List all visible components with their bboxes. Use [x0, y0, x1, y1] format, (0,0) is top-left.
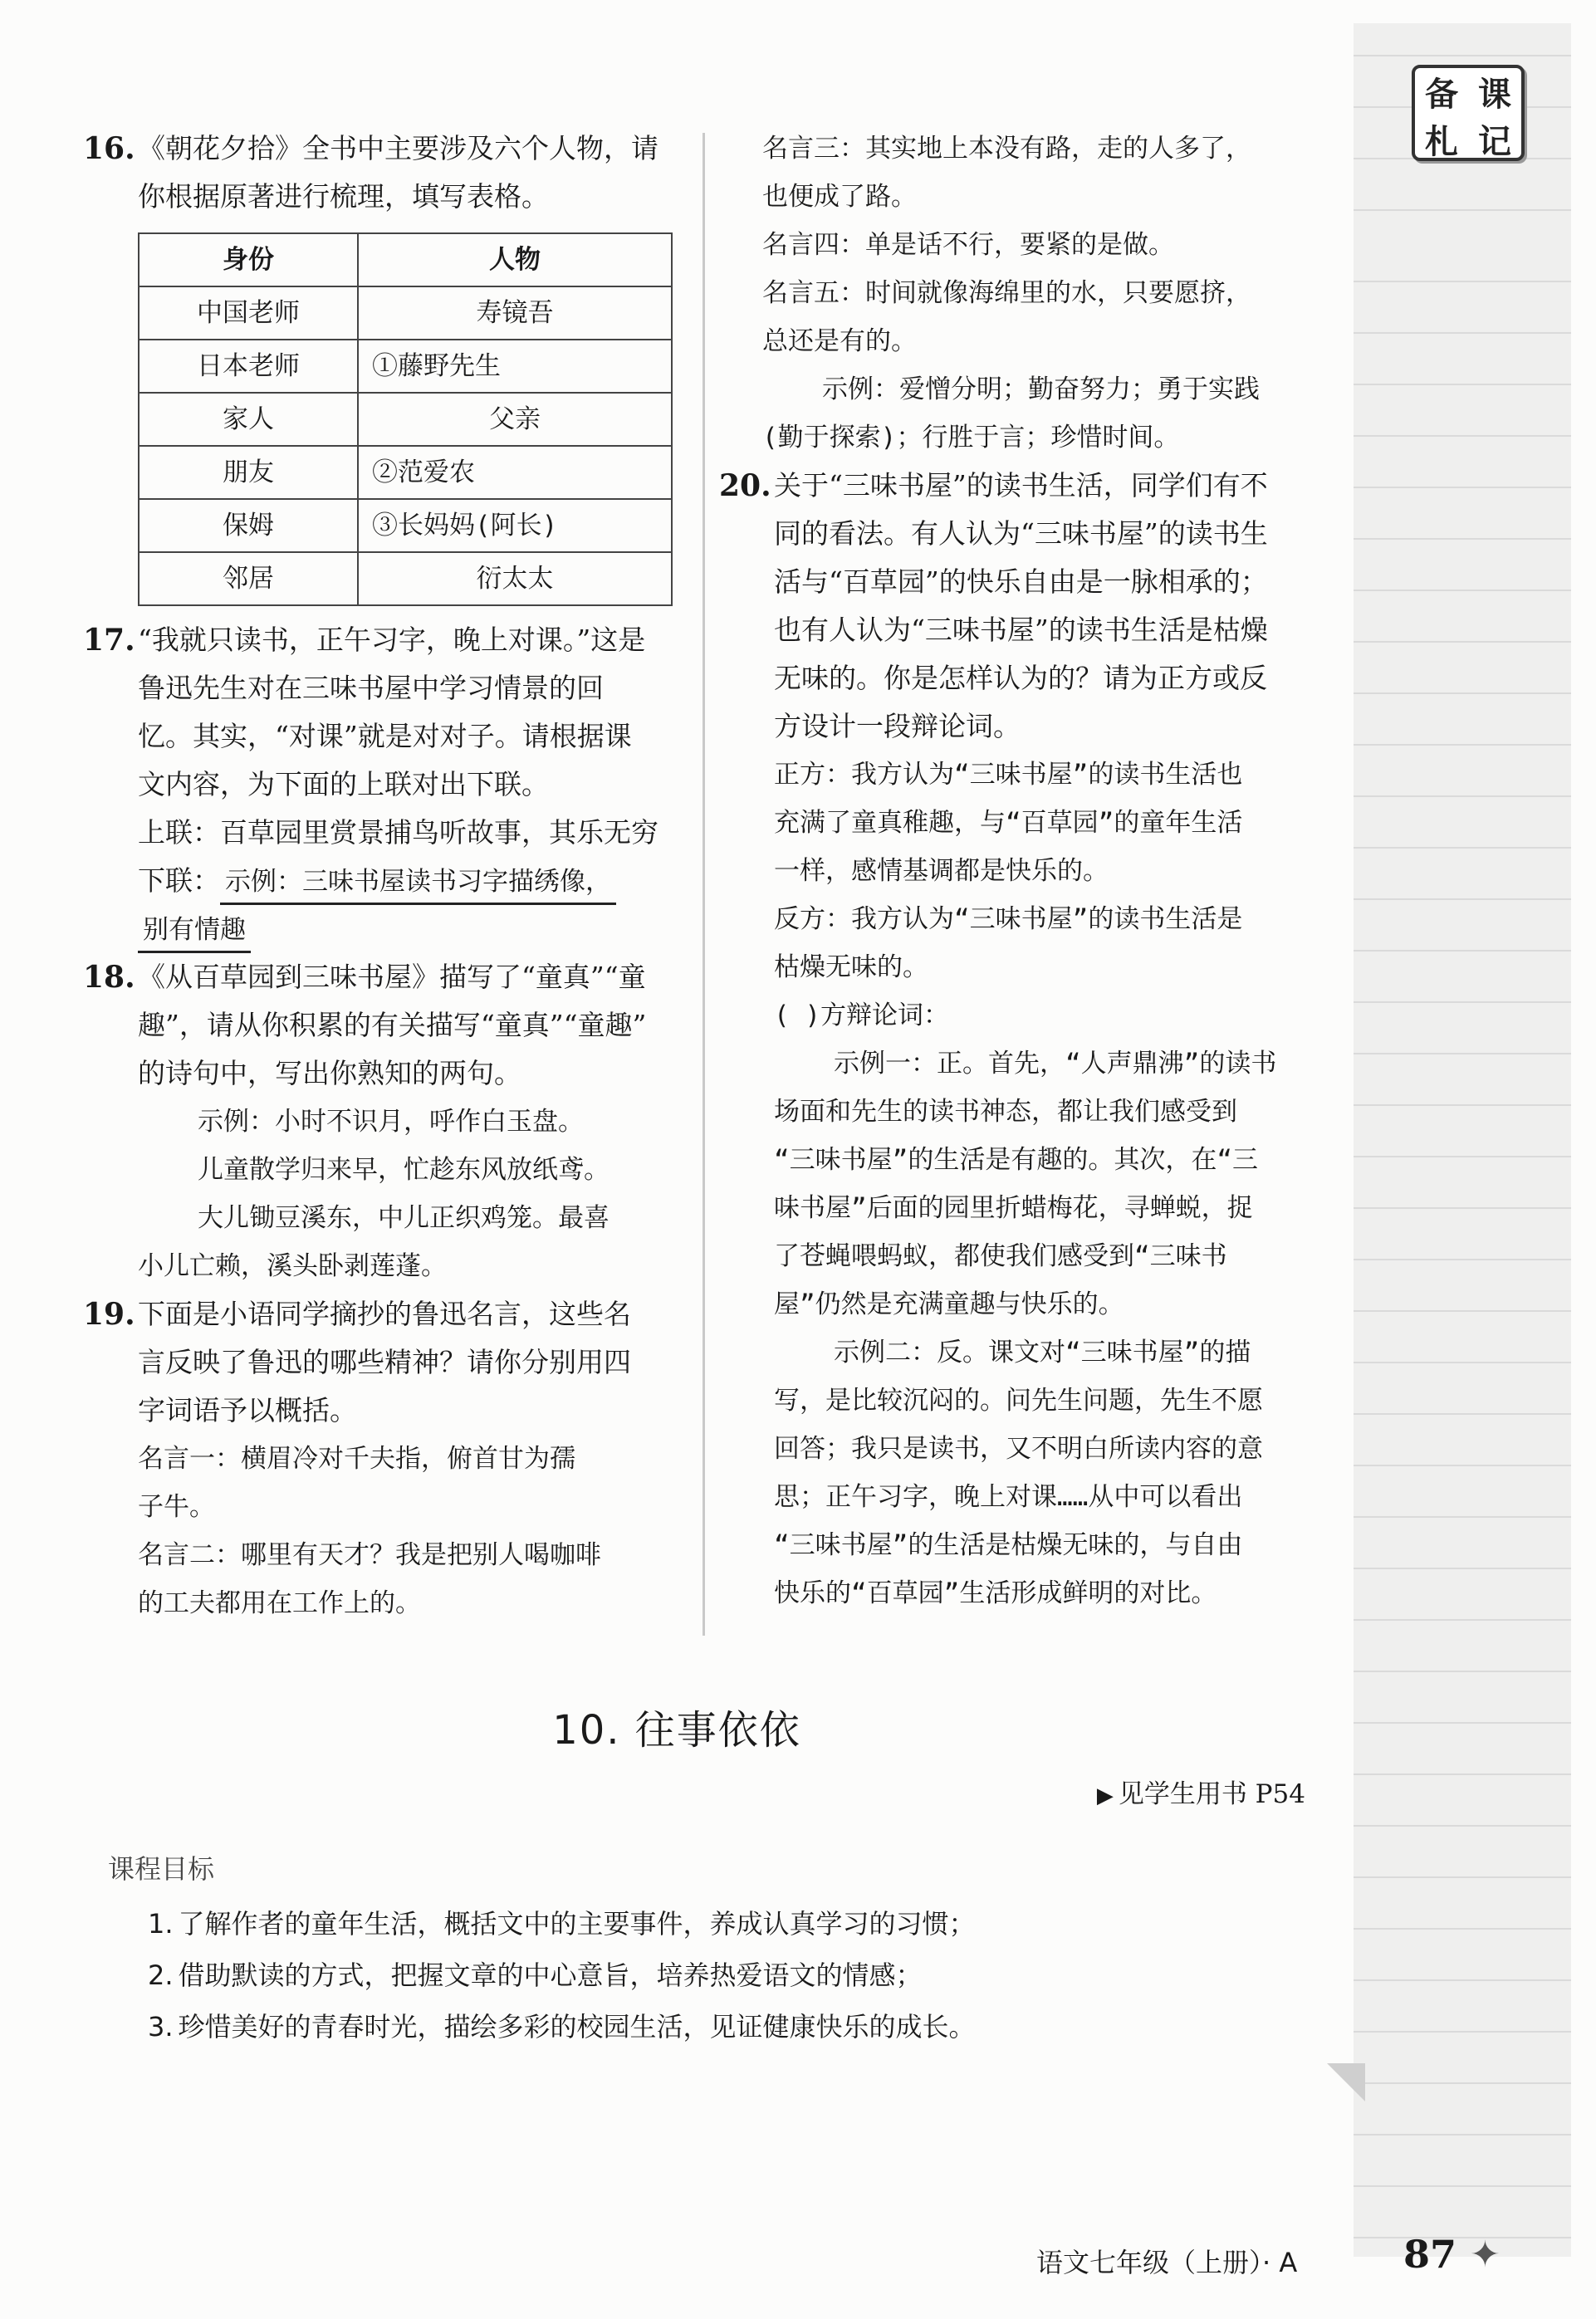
table-cell-answer: ①藤野先生	[358, 340, 672, 393]
question-text: 趣”，请从你积累的有关描写“童真”“童趣”	[138, 1009, 647, 1041]
notes-sidebar	[1354, 23, 1571, 2257]
example-text: 味书屋”后面的园里折蜡梅花，寻蝉蜕，捉	[774, 1193, 1253, 1223]
question-text: “我就只读书，正午习字，晚上对课。”这是	[138, 624, 646, 656]
question-text: 无味的。你是怎样认为的？请为正方或反	[774, 662, 1267, 694]
question-text: 活与“百草园”的快乐自由是一脉相承的；	[774, 565, 1268, 598]
left-column	[83, 125, 681, 1627]
question-text: 你根据原著进行梳理，填写表格。	[138, 180, 549, 213]
table-row	[139, 446, 672, 499]
table-header: 身份	[139, 233, 358, 286]
goal-text: 了解作者的童年生活，概括文中的主要事件，养成认真学习的习惯；	[178, 1908, 976, 1940]
quote-text: 总还是有的。	[762, 326, 917, 356]
course-goals-label: 课程目标	[108, 1853, 215, 1885]
table-cell: 中国老师	[139, 286, 358, 340]
quote-text: 的工夫都用在工作上的。	[138, 1588, 421, 1618]
table-cell: 日本老师	[139, 340, 358, 393]
couplet-lower-label: 下联：	[138, 864, 220, 897]
see-reference-text: 见学生用书 P54	[1118, 1779, 1305, 1809]
question-text: 鲁迅先生对在三味书屋中学习情景的回	[138, 672, 604, 704]
badge-char: 札	[1425, 123, 1458, 161]
answer-text: (勤于探索)；行胜于言；珍惜时间。	[762, 423, 1180, 453]
question-text: 的诗句中，写出你熟知的两句。	[138, 1057, 521, 1089]
question-text: 同的看法。有人认为“三味书屋”的读书生	[774, 517, 1268, 550]
question-text: 关于“三味书屋”的读书生活，同学们有不	[774, 469, 1268, 501]
table-cell: 朋友	[139, 446, 358, 499]
table-cell-answer: ③长妈妈(阿长)	[358, 499, 672, 552]
question-text: 忆。其实，“对课”就是对对子。请根据课	[138, 720, 632, 752]
example-text: 示例一：正。首先，“人声鼎沸”的读书	[834, 1049, 1277, 1079]
pro-text: 正方：我方认为“三味书屋”的读书生活也	[774, 760, 1243, 790]
page-fold-decoration	[1327, 2063, 1365, 2101]
example-text: 场面和先生的读书神态，都让我们感受到	[774, 1097, 1237, 1127]
question-20	[719, 462, 1310, 1617]
footer-book-title: 语文七年级（上册）· A	[1036, 2247, 1298, 2278]
ornament-icon: ✦	[1470, 2233, 1501, 2276]
answer-text: 示例：爱憎分明；勤奋努力；勇于实践	[822, 374, 1260, 404]
question-18	[83, 953, 681, 1290]
quote-text: 名言三：其实地上本没有路，走的人多了，	[762, 134, 1251, 164]
table-row	[139, 552, 672, 605]
couplet-upper: 上联：百草园里赏景捕鸟听故事，其乐无穷	[138, 816, 658, 849]
goal-text: 珍惜美好的青春时光，描绘多彩的校园生活，见证健康快乐的成长。	[178, 2011, 976, 2043]
question-17	[83, 616, 681, 953]
table-header: 人物	[358, 233, 672, 286]
example-text: “三味书屋”的生活是枯燥无味的，与自由	[774, 1530, 1243, 1560]
question-text: 也有人认为“三味书屋”的读书生活是枯燥	[774, 614, 1268, 646]
table-cell: 邻居	[139, 552, 358, 605]
question-16	[83, 125, 681, 221]
quote-text: 名言一：横眉冷对千夫指，俯首甘为孺	[138, 1444, 575, 1474]
goal-number: 1.	[148, 1908, 174, 1940]
table-row	[139, 340, 672, 393]
question-number: 18.	[83, 960, 135, 995]
question-number: 16.	[83, 131, 135, 166]
pro-text: 充满了童真稚趣，与“百草园”的童年生活	[774, 808, 1243, 838]
example-text: 了苍蝇喂蚂蚁，都使我们感受到“三味书	[774, 1241, 1227, 1271]
question-19	[83, 1290, 681, 1627]
quote-text: 子牛。	[138, 1492, 215, 1522]
lesson-notes-badge	[1412, 65, 1525, 161]
table-row	[139, 393, 672, 446]
table-cell: 保姆	[139, 499, 358, 552]
question-text: 文内容，为下面的上联对出下联。	[138, 768, 549, 800]
quote-text: 名言五：时间就像海绵里的水，只要愿挤，	[762, 278, 1251, 308]
couplet-lower-answer: 示例：三味书屋读书习字描绣像，	[220, 861, 616, 905]
course-goals-list	[148, 1898, 976, 2052]
column-divider	[703, 133, 705, 1636]
table-cell-answer: ②范爱农	[358, 446, 672, 499]
question-text: 《朝花夕拾》全书中主要涉及六个人物，请	[138, 132, 658, 164]
table-cell: 衍太太	[358, 552, 672, 605]
table-cell: 家人	[139, 393, 358, 446]
list-item	[148, 1950, 976, 2001]
list-item	[148, 1898, 976, 1950]
question-text: 下面是小语同学摘抄的鲁迅名言，这些名	[138, 1298, 631, 1330]
goal-number: 3.	[148, 2011, 174, 2043]
question-text: 言反映了鲁迅的哪些精神？请你分别用四	[138, 1346, 631, 1378]
question-number: 17.	[83, 623, 135, 658]
couplet-lower-cont	[138, 905, 681, 953]
badge-char: 记	[1478, 123, 1511, 161]
answer-text: 示例：小时不识月，呼作白玉盘。	[198, 1107, 584, 1137]
example-text: 快乐的“百草园”生活形成鲜明的对比。	[774, 1578, 1217, 1608]
con-text: 反方：我方认为“三味书屋”的读书生活是	[774, 904, 1243, 934]
example-text: 思；正午习字，晚上对课……从中可以看出	[774, 1482, 1243, 1512]
con-text: 枯燥无味的。	[774, 952, 928, 982]
answer-text: 大儿锄豆溪东，中儿正织鸡笼。最喜	[198, 1203, 610, 1233]
quote-text: 名言二：哪里有天才？我是把别人喝咖啡	[138, 1540, 601, 1570]
answer-text: 小儿亡赖，溪头卧剥莲蓬。	[138, 1251, 447, 1281]
couplet-lower	[138, 857, 681, 905]
goal-text: 借助默读的方式，把握文章的中心意旨，培养热爱语文的情感；	[178, 1959, 923, 1991]
question-text: 方设计一段辩论词。	[774, 710, 1021, 742]
table-cell: 父亲	[358, 393, 672, 446]
question-text: 《从百草园到三味书屋》描写了“童真”“童	[138, 961, 646, 993]
question-number: 19.	[83, 1297, 135, 1332]
example-text: “三味书屋”的生活是有趣的。其次，在“三	[774, 1145, 1258, 1175]
question-number: 20.	[719, 468, 771, 503]
people-table	[138, 232, 673, 606]
example-text: 写，是比较沉闷的。问先生问题，先生不愿	[774, 1386, 1263, 1416]
triangle-right-icon: ▶	[1096, 1783, 1114, 1808]
table-cell: 寿镜吾	[358, 286, 672, 340]
couplet-lower-answer: 别有情趣	[138, 909, 251, 953]
goal-number: 2.	[148, 1959, 174, 1991]
badge-char: 课	[1478, 76, 1511, 114]
question-text: 字词语予以概括。	[138, 1394, 357, 1426]
page-number: 87	[1403, 2232, 1457, 2277]
see-reference	[1097, 1773, 1305, 1810]
table-row	[139, 286, 672, 340]
example-text: 示例二：反。课文对“三味书屋”的描	[834, 1338, 1251, 1367]
right-column	[719, 125, 1310, 1617]
table-header-row	[139, 233, 672, 286]
example-text: 回答；我只是读书，又不明白所读内容的意	[774, 1434, 1263, 1464]
table-row	[139, 499, 672, 552]
section-title: 10. 往事依依	[552, 1707, 801, 1754]
quote-text: 也便成了路。	[762, 182, 917, 212]
quote-text: 名言四：单是话不行，要紧的是做。	[762, 230, 1174, 260]
pro-text: 一样，感情基调都是快乐的。	[774, 856, 1109, 886]
example-text: 屋”仍然是充满童趣与快乐的。	[774, 1289, 1124, 1319]
badge-char: 备	[1425, 76, 1458, 114]
answer-text: 儿童散学归来早，忙趁东风放纸鸢。	[198, 1155, 610, 1185]
list-item	[148, 2001, 976, 2052]
blank-prompt: ( )方辩论词：	[774, 1000, 949, 1030]
